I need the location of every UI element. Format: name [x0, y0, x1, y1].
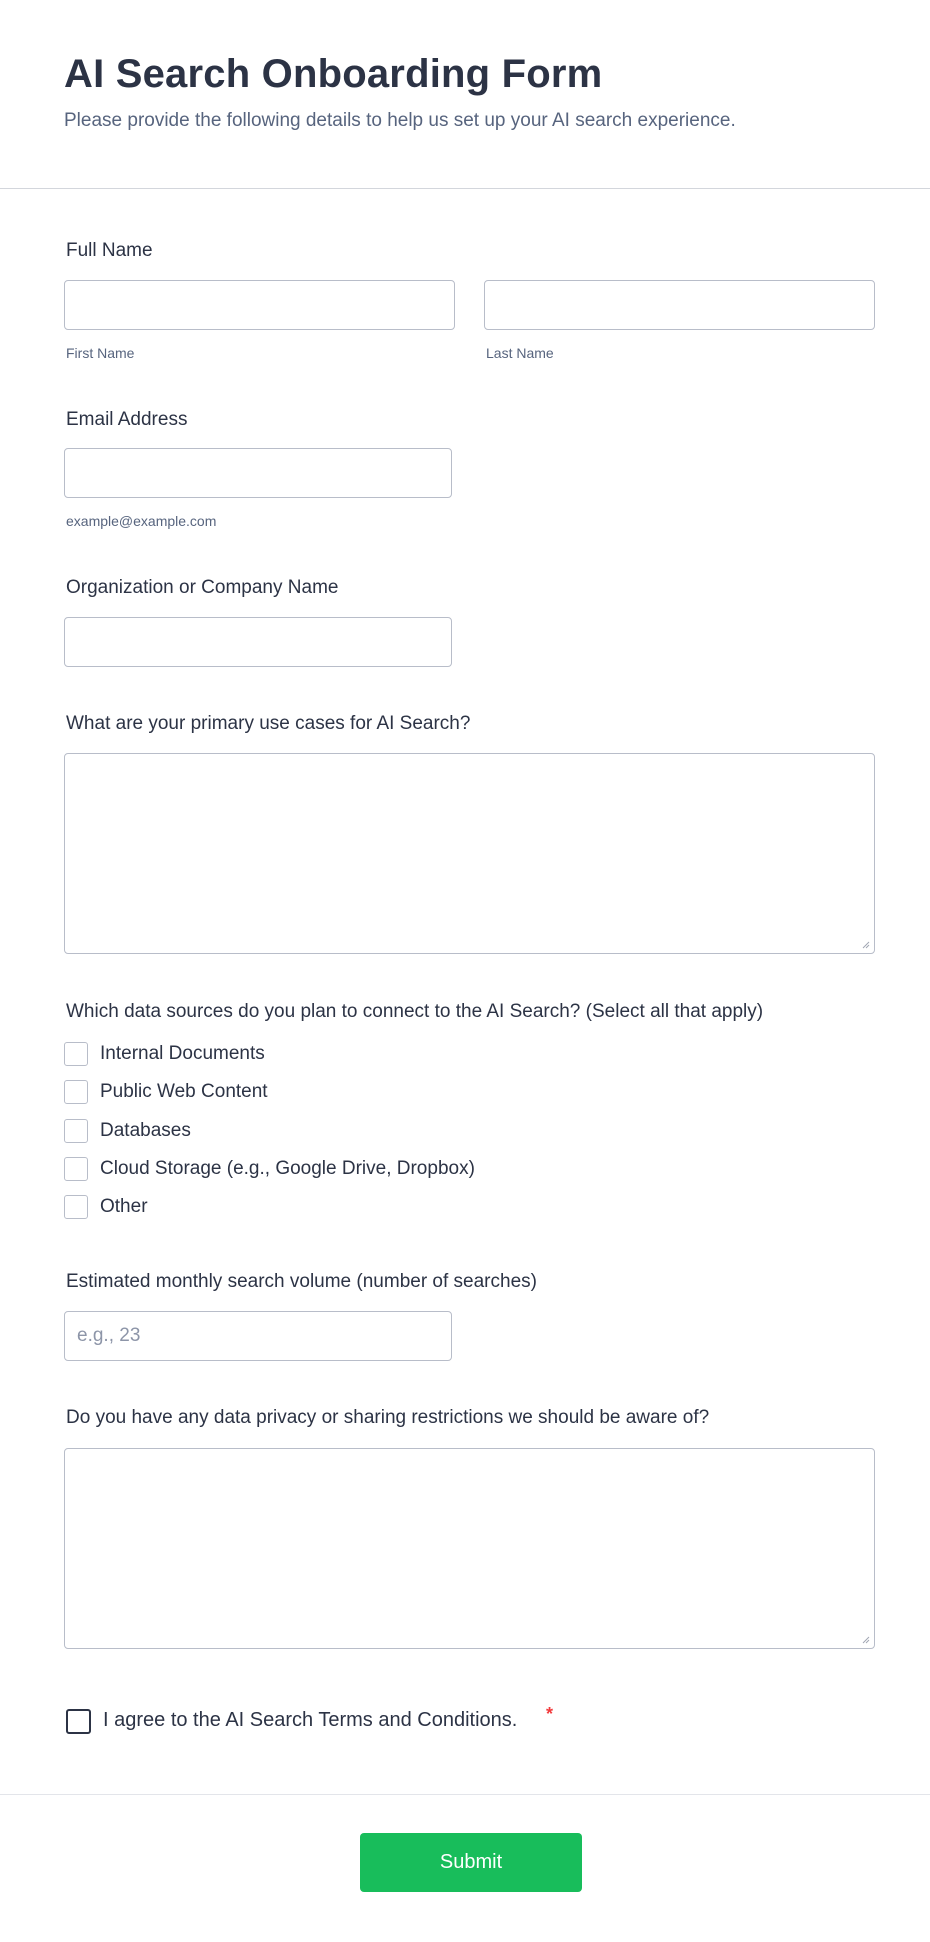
checkbox-box[interactable] — [64, 1119, 88, 1143]
last-name-input[interactable] — [484, 280, 875, 330]
checkbox-public-web-content[interactable] — [64, 1079, 268, 1105]
use-cases-label: What are your primary use cases for AI Search? — [66, 713, 471, 734]
privacy-textarea[interactable] — [64, 1448, 875, 1649]
privacy-label: Do you have any data privacy or sharing restrictions we should be aware of? — [66, 1407, 710, 1428]
form-subtitle: Please provide the following details to help us set up your AI search experience. — [64, 110, 736, 131]
terms-label: I agree to the AI Search Terms and Conditions. — [103, 1709, 518, 1731]
email-label: Email Address — [66, 409, 188, 430]
checkbox-box[interactable] — [64, 1042, 88, 1066]
checkbox-label: Databases — [100, 1120, 191, 1141]
checkbox-label: Public Web Content — [100, 1081, 268, 1102]
required-marker: * — [546, 1704, 554, 1724]
organization-label: Organization or Company Name — [66, 577, 339, 598]
last-name-sublabel: Last Name — [486, 345, 554, 361]
email-sublabel: example@example.com — [66, 513, 217, 529]
first-name-input[interactable] — [64, 280, 455, 330]
footer-divider — [0, 1794, 930, 1795]
form-title: AI Search Onboarding Form — [64, 52, 603, 96]
email-input[interactable] — [64, 448, 452, 498]
checkbox-label: Cloud Storage (e.g., Google Drive, Dropbox) — [100, 1158, 475, 1179]
search-volume-input[interactable] — [64, 1311, 452, 1361]
form-header — [0, 0, 930, 189]
checkbox-cloud-storage[interactable] — [64, 1156, 475, 1182]
resize-grip-icon[interactable] — [862, 1636, 870, 1644]
checkbox-internal-documents[interactable] — [64, 1041, 265, 1067]
submit-button[interactable]: Submit — [360, 1833, 582, 1892]
checkbox-label: Other — [100, 1196, 148, 1217]
organization-input[interactable] — [64, 617, 452, 667]
checkbox-box[interactable] — [64, 1080, 88, 1104]
terms-checkbox[interactable] — [66, 1709, 91, 1734]
checkbox-label: Internal Documents — [100, 1043, 265, 1064]
checkbox-other[interactable] — [64, 1194, 148, 1220]
data-sources-label: Which data sources do you plan to connect to the AI Search? (Select all that apply) — [66, 1001, 764, 1022]
checkbox-databases[interactable] — [64, 1118, 191, 1144]
use-cases-textarea[interactable] — [64, 753, 875, 954]
full-name-label: Full Name — [66, 240, 153, 261]
checkbox-box[interactable] — [64, 1157, 88, 1181]
checkbox-box[interactable] — [64, 1195, 88, 1219]
search-volume-label: Estimated monthly search volume (number of searches) — [66, 1271, 537, 1292]
first-name-sublabel: First Name — [66, 345, 135, 361]
resize-grip-icon[interactable] — [862, 941, 870, 949]
